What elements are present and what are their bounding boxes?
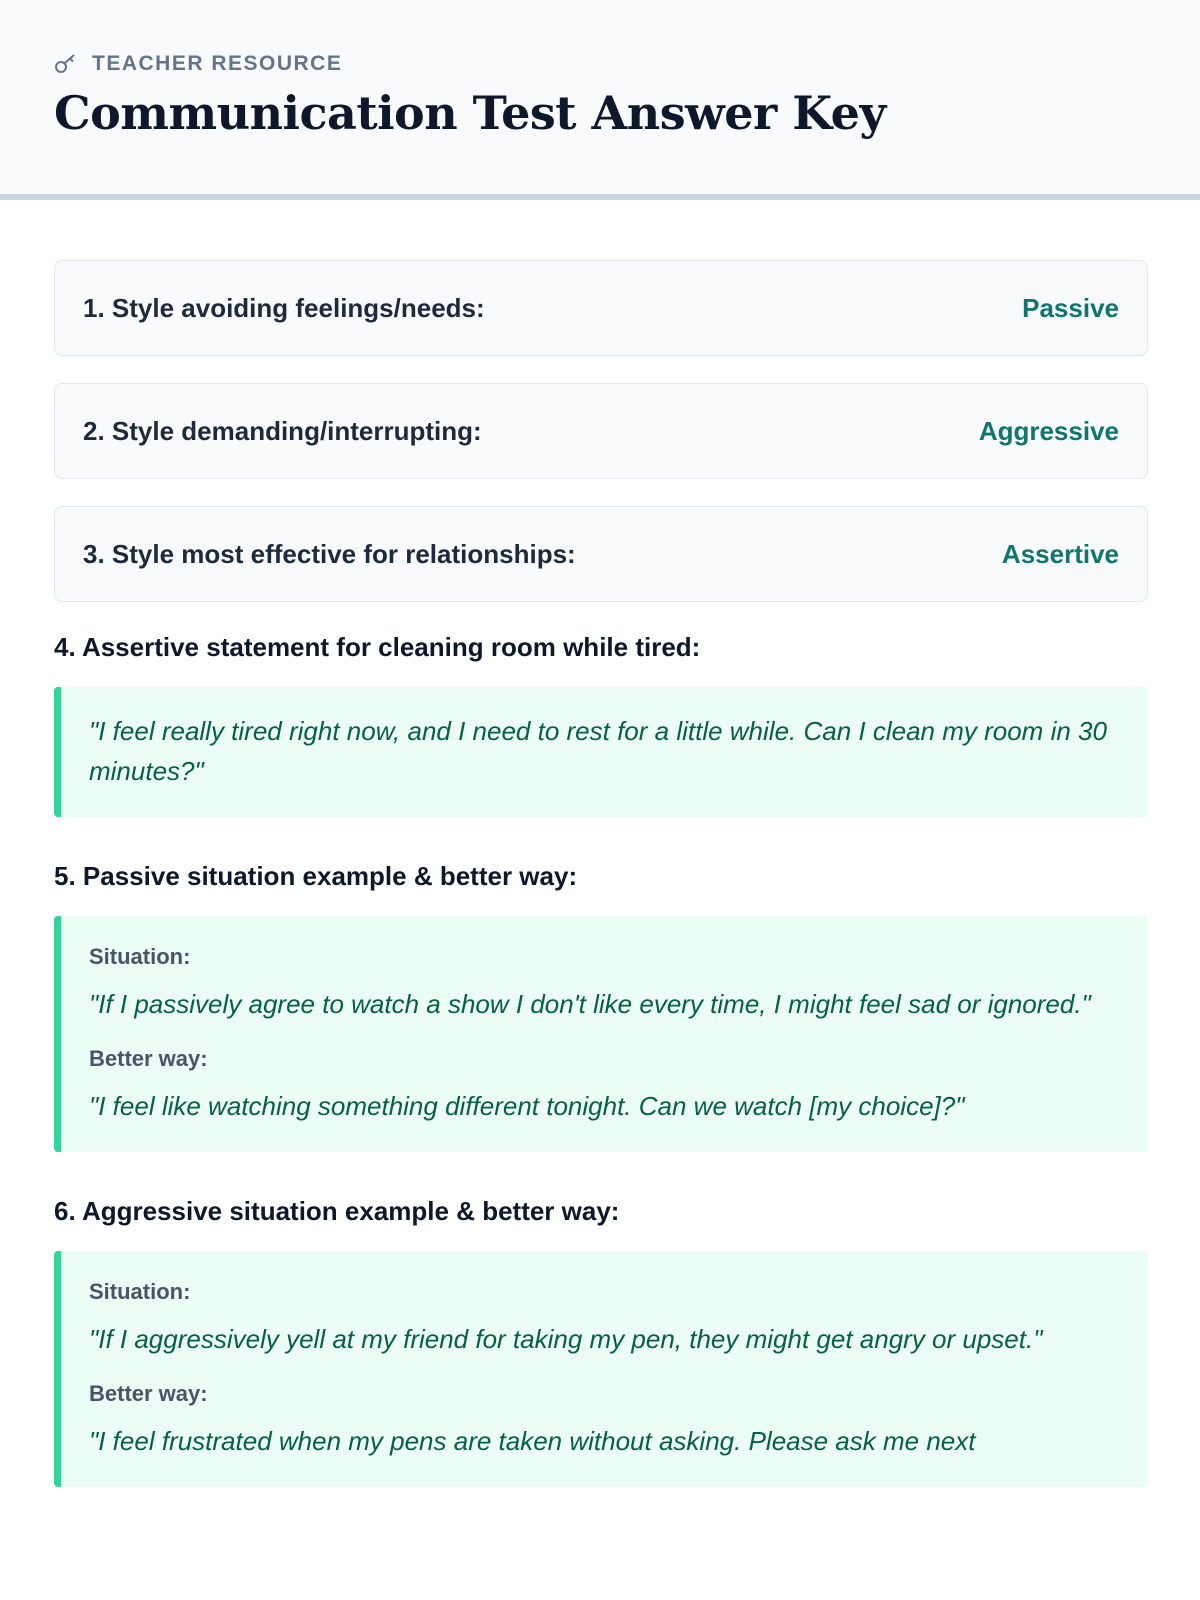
better-way-text: "I feel like watching something different tonight. Can we watch [my choice]?" (89, 1091, 965, 1121)
page-title: Communication Test Answer Key (54, 86, 886, 140)
key-icon (54, 53, 78, 75)
answer-3: Assertive (1001, 538, 1119, 569)
question-6: 6. Aggressive situation example & better way: (54, 1196, 620, 1226)
situation-label: Situation: (89, 1279, 191, 1304)
answer-6-box (54, 1251, 1148, 1487)
question-2: 2. Style demanding/interrupting: (83, 415, 482, 446)
resource-kicker (54, 52, 342, 76)
question-4: 4. Assertive statement for cleaning room while tired: (54, 632, 701, 662)
question-3: 3. Style most effective for relationships: (83, 538, 576, 569)
question-5: 5. Passive situation example & better way: (54, 861, 578, 891)
answer-4-text: "I feel really tired right now, and I need to rest for a little while. Can I clean my room in 30 minutes?" (89, 716, 1107, 786)
answer-1: Passive (1022, 292, 1119, 323)
better-way-label: Better way: (89, 1046, 208, 1071)
question-1: 1. Style avoiding feelings/needs: (83, 292, 485, 323)
answer-5-box (54, 916, 1148, 1152)
answer-row-2 (54, 383, 1148, 479)
kicker-text: TEACHER RESOURCE (92, 52, 343, 75)
better-way-text: "I feel frustrated when my pens are taken without asking. Please ask me next (89, 1426, 976, 1456)
situation-text: "If I passively agree to watch a show I don't like every time, I might feel sad or ignored." (89, 989, 1091, 1019)
answer-content (54, 200, 1148, 1531)
answer-4-box (54, 687, 1148, 817)
page-header (0, 0, 1200, 200)
situation-text: "If I aggressively yell at my friend for taking my pen, they might get angry or upset." (89, 1324, 1043, 1354)
answer-row-1 (54, 260, 1148, 356)
answer-row-3 (54, 506, 1148, 602)
situation-label: Situation: (89, 944, 191, 969)
better-way-label: Better way: (89, 1381, 208, 1406)
answer-2: Aggressive (978, 415, 1119, 446)
